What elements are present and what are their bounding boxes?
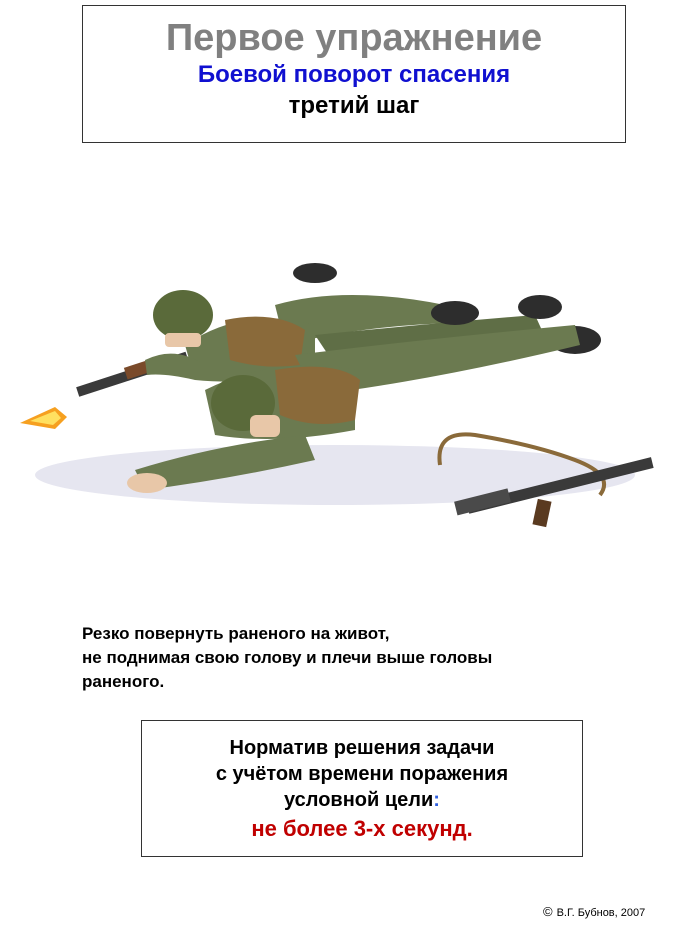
norm-line-2: с учётом времени поражения: [215, 763, 509, 785]
ground-shadow: [35, 445, 635, 505]
soldiers-illustration: [15, 245, 665, 565]
step-label: третий шаг: [288, 92, 420, 119]
norm-time-limit: не более 3-х секунд.: [251, 816, 473, 841]
instruction-line: не поднимая свою голову и плечи выше головы: [82, 648, 493, 667]
instruction-line: раненого.: [82, 672, 165, 691]
title-box: [82, 5, 626, 143]
copyright: [543, 904, 645, 919]
exercise-subtitle: Боевой поворот спасения: [197, 61, 511, 88]
norm-line-1: Норматив решения задачи: [229, 737, 495, 759]
muzzle-flash-icon: [20, 407, 67, 429]
page-title: Первое упражнение: [165, 17, 543, 59]
norm-line-3-text: условной цели: [284, 789, 434, 811]
norm-box: [141, 720, 583, 857]
instruction-line: Резко повернуть раненого на живот,: [82, 624, 390, 643]
instruction-text: [82, 622, 642, 694]
copyright-icon: ©: [543, 904, 553, 919]
norm-colon: :: [433, 789, 440, 811]
norm-line-3: [142, 787, 582, 813]
copyright-text: В.Г. Бубнов, 2007: [556, 907, 646, 919]
